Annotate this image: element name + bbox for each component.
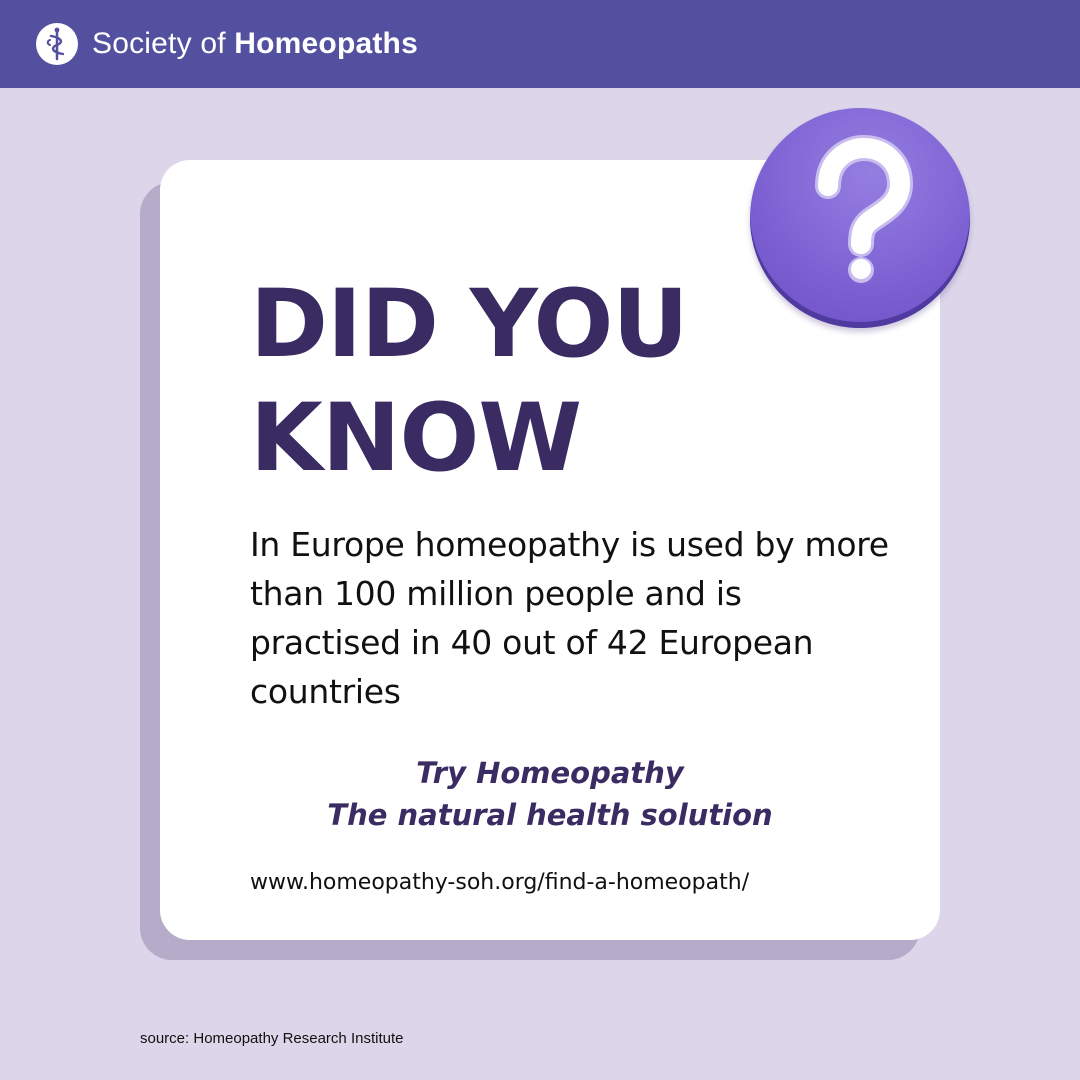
tagline xyxy=(160,752,940,836)
headline-line-1: DID YOU xyxy=(250,270,688,379)
tagline-line-1: Try Homeopathy xyxy=(416,756,684,790)
caduceus-icon xyxy=(36,23,78,65)
fact-body: In Europe homeopathy is used by more than 100 million people and is practised in 40 out of 42 European countries xyxy=(250,525,889,711)
brand-name-bold: Homeopaths xyxy=(234,27,418,60)
headline xyxy=(250,268,770,496)
header-bar xyxy=(0,0,1080,88)
tagline-line-2: The natural health solution xyxy=(327,798,773,832)
headline-line-2: KNOW xyxy=(250,384,582,493)
brand-name-light: Society of xyxy=(92,27,226,60)
website-url: www.homeopathy-soh.org/find-a-homeopath/ xyxy=(250,870,750,895)
source-credit: source: Homeopathy Research Institute xyxy=(140,1030,404,1047)
question-mark-icon xyxy=(750,108,970,328)
brand-name xyxy=(92,27,418,61)
